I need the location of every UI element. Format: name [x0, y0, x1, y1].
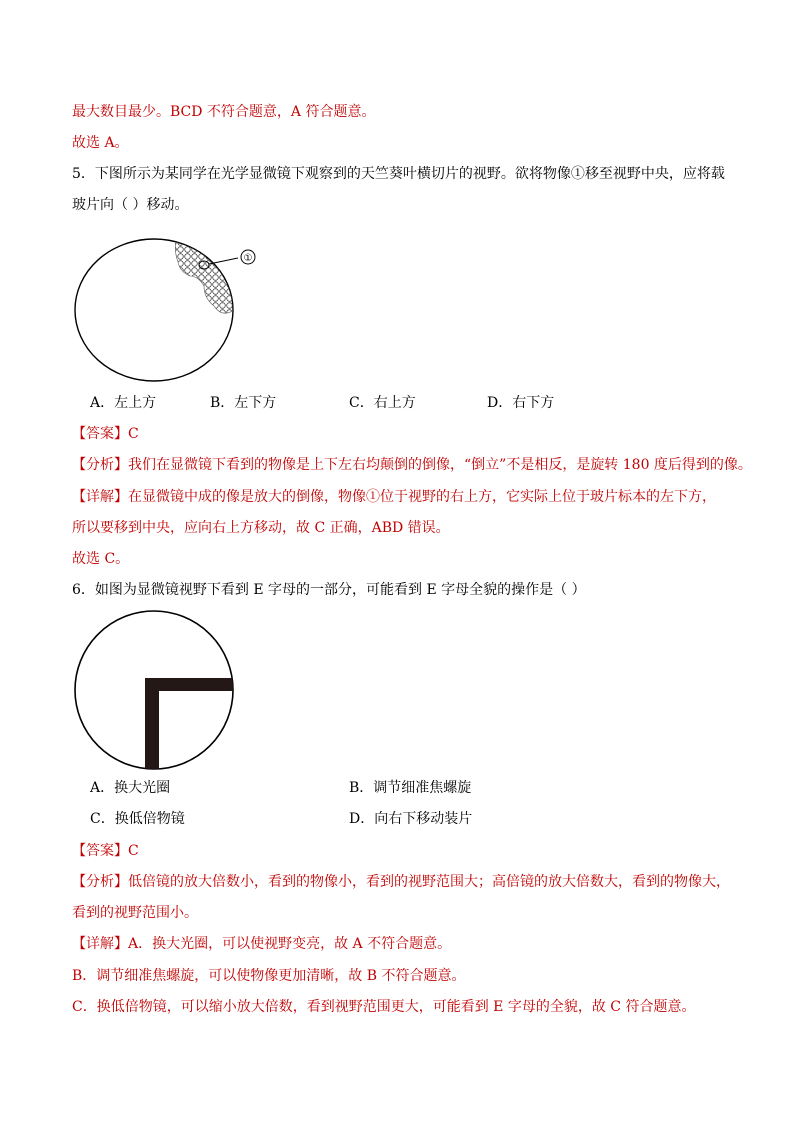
- q6-answer-tag: 【答案】: [72, 843, 128, 859]
- q6-detail-row: [72, 934, 451, 954]
- q5-detail-text-1: 在显微镜中成的像是放大的倒像，物像①位于视野的右上方，它实际上位于玻片标本的左下方，: [128, 489, 716, 505]
- q6-analysis-text-2: 看到的视野范围小。: [72, 905, 198, 921]
- q5-microscope-field-figure: [72, 232, 272, 382]
- q6-detail-b: B．调节细准焦螺旋，可以使物像更加清晰，故 B 不符合题意。: [72, 968, 466, 984]
- q5-analysis-text: 我们在显微镜下看到的物像是上下左右均颠倒的倒像，“倒立”不是相反，是旋转 180 度后得到的像。: [128, 457, 752, 473]
- q5-option-c: C．右上方: [349, 395, 416, 411]
- object-one-label: ①: [243, 253, 253, 264]
- q5-option-a: A．左上方: [90, 395, 157, 411]
- q6-analysis-text-1: 低倍镜的放大倍数小，看到的物像小，看到的视野范围大；高倍镜的放大倍数大，看到的物像大，: [128, 874, 730, 890]
- q5-detail-row: [72, 487, 716, 507]
- q6-option-c: C．换低倍物镜: [90, 811, 185, 827]
- q5-stem-line2: 玻片向（ ）移动。: [72, 197, 189, 213]
- q5-option-b: B．左下方: [210, 395, 277, 411]
- q6-detail-c: C．换低倍物镜，可以缩小放大倍数，看到视野范围更大，可能看到 E 字母的全貌，故 C 符合题意。: [72, 999, 696, 1015]
- q6-microscope-field-figure: [72, 610, 242, 775]
- q5-detail-tag: 【详解】: [72, 489, 128, 505]
- q5-analysis-tag: 【分析】: [72, 457, 128, 473]
- prev-choice-text: 故选 A。: [72, 135, 129, 151]
- q6-option-a: A．换大光圈: [90, 780, 171, 796]
- q6-answer-row: [72, 841, 139, 861]
- q6-option-d: D．向右下移动装片: [349, 811, 473, 827]
- q5-detail-text-2: 所以要移到中央，应向右上方移动，故 C 正确，ABD 错误。: [72, 520, 450, 536]
- q6-analysis-row: [72, 872, 730, 892]
- q5-conclusion: 故选 C。: [72, 551, 130, 567]
- prev-conclusion-text: 最大数目最少。BCD 不符合题意，A 符合题意。: [72, 104, 376, 120]
- q5-analysis-row: [72, 455, 752, 475]
- q6-analysis-tag: 【分析】: [72, 874, 128, 890]
- q5-option-d: D．右下方: [487, 395, 555, 411]
- q6-stem: 6．如图为显微镜视野下看到 E 字母的一部分，可能看到 E 字母全貌的操作是（ ）: [72, 582, 586, 598]
- q5-stem-line1: 5．下图所示为某同学在光学显微镜下观察到的天竺葵叶横切片的视野。欲将物像①移至视野中央，应将载: [72, 166, 725, 182]
- q5-answer-value: C: [128, 426, 139, 442]
- q5-answer-tag: 【答案】: [72, 426, 128, 442]
- q6-option-b: B．调节细准焦螺旋: [349, 780, 472, 796]
- q6-detail-tag: 【详解】: [72, 936, 128, 952]
- q5-answer-row: [72, 424, 139, 444]
- q6-detail-a: A．换大光圈，可以使视野变亮，故 A 不符合题意。: [128, 936, 452, 952]
- q6-answer-value: C: [128, 843, 139, 859]
